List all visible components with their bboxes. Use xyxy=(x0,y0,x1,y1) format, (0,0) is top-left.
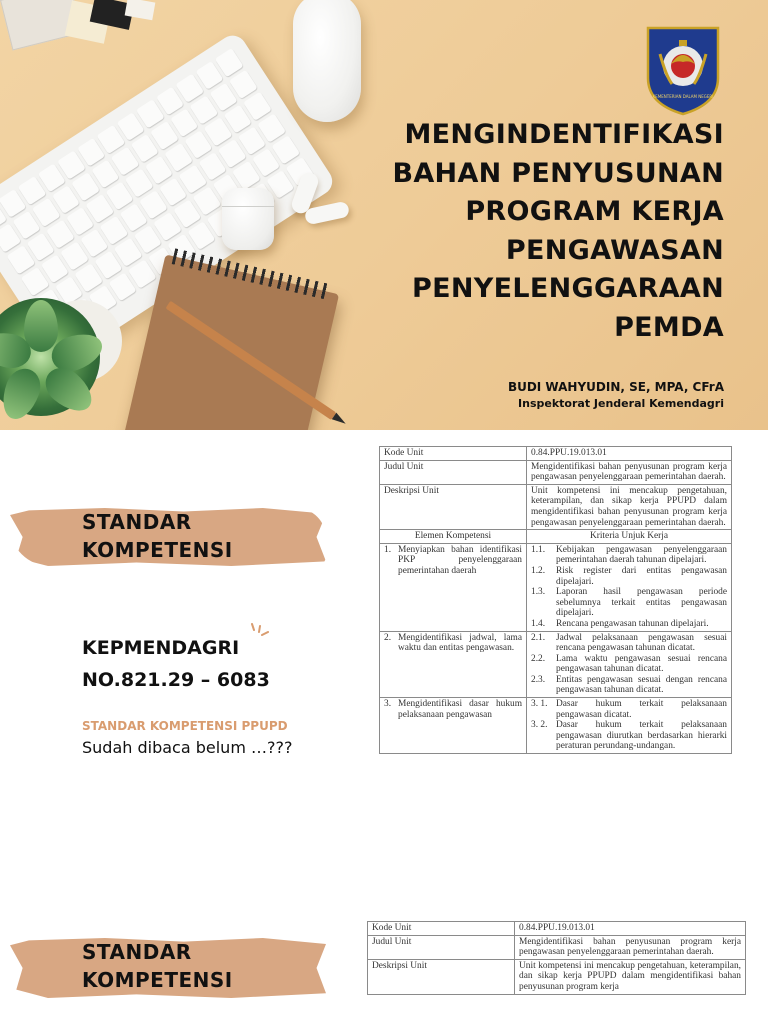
slide-title: MENGINDENTIFIKASI BAHAN PENYUSUNAN PROGRAM KERJA PENGAWASAN PENYELENGGARAAN PEMDA xyxy=(392,119,724,343)
kriteria-number: 1.1. xyxy=(531,544,546,555)
kriteria-text: Lama waktu pengawasan sesuai rencana pengawasan tahunan dicatat. xyxy=(556,653,727,675)
elemen-cell xyxy=(380,631,527,698)
elemen-text: Menyiapkan bahan identifikasi PKP penyelenggaraan pemerintahan daerah xyxy=(398,544,522,576)
airpods-case-photo xyxy=(222,188,274,250)
table-cell-label: Deskripsi Unit xyxy=(380,484,527,529)
table-row xyxy=(380,631,732,698)
kriteria-number: 1.2. xyxy=(531,565,546,576)
kriteria-text: Rencana pengawasan tahunan dipelajari. xyxy=(556,618,709,629)
svg-text:KEMENTERIAN DALAM NEGERI: KEMENTERIAN DALAM NEGERI xyxy=(652,94,714,99)
kriteria-number: 3. 2. xyxy=(531,720,548,731)
elemen-number: 3. xyxy=(384,699,392,710)
sparkle-lines-icon xyxy=(248,622,272,646)
table-row xyxy=(380,460,732,484)
table-row xyxy=(368,922,746,936)
kepmendagri-reference: KEPMENDAGRI NO.821.29 – 6083 xyxy=(82,637,270,691)
kriteria-number: 2.1. xyxy=(531,632,546,643)
kriteria-number: 1.4. xyxy=(531,618,546,629)
competency-table xyxy=(379,446,732,754)
elemen-number: 1. xyxy=(384,544,392,555)
kriteria-number: 3. 1. xyxy=(531,699,548,710)
table-cell-label: Judul Unit xyxy=(368,935,515,959)
column-header: Elemen Kompetensi xyxy=(380,530,527,544)
kriteria-text: Entitas pengawasan sesuai dengan rencana pengawasan tahunan dicatat. xyxy=(556,674,727,696)
column-header: Kriteria Unjuk Kerja xyxy=(527,530,732,544)
table-cell-label: Judul Unit xyxy=(380,460,527,484)
kriteria-text: Jadwal pelaksanaan pengawasan sesuai rencana pengawasan tahunan dicatat. xyxy=(556,632,727,654)
table-cell-value: 0.84.PPU.19.013.01 xyxy=(527,447,732,461)
kriteria-text: Kebijakan pengawasan penyelenggaraan pemerintahan daerah tahunan dipelajari. xyxy=(556,544,727,566)
table-row xyxy=(380,484,732,529)
elemen-cell xyxy=(380,698,527,754)
table-cell-label: Deskripsi Unit xyxy=(368,959,515,994)
elemen-text: Mengidentifikasi jadwal, lama waktu dan entitas pengawasan. xyxy=(398,632,522,654)
kriteria-text: Laporan hasil pengawasan periode sebelumnya terkait entitas pengawasan dipelajari. xyxy=(556,587,727,619)
standard-label: STANDAR KOMPETENSI PPUPD xyxy=(82,719,288,733)
table-row xyxy=(368,959,746,994)
kriteria-number: 2.3. xyxy=(531,674,546,685)
table-row xyxy=(380,447,732,461)
elemen-cell xyxy=(380,543,527,631)
table-header-row xyxy=(380,530,732,544)
table-row xyxy=(380,698,732,754)
kriteria-text: Risk register dari entitas pengawasan dipelajari. xyxy=(556,565,727,587)
table-cell-value: Unit kompetensi ini mencakup pengetahuan, keterampilan, dan sikap kerja PPUPD dalam mengidentifikasi bahan penyusunan program kerja xyxy=(515,959,746,994)
kriteria-number: 1.3. xyxy=(531,587,546,598)
competency-table xyxy=(367,921,746,995)
table-cell-value: Unit kompetensi ini mencakup pengetahuan, keterampilan, dan sikap kerja PPUPD dalam mengidentifikasi bahan penyusunan program kerja pengawasan penyelenggaraan pemerintahan daerah. xyxy=(527,484,732,529)
mouse-photo xyxy=(293,0,361,122)
table-row xyxy=(368,935,746,959)
kriteria-number: 2.2. xyxy=(531,653,546,664)
section-heading: STANDAR KOMPETENSI xyxy=(82,510,233,562)
table-cell-value: Mengidentifikasi bahan penyusunan program kerja pengawasan penyelenggaraan pemerintahan daerah. xyxy=(515,935,746,959)
kriteria-cell xyxy=(527,698,732,754)
kriteria-cell xyxy=(527,543,732,631)
elemen-text: Mengidentifikasi dasar hukum pelaksanaan pengawasan xyxy=(398,699,522,720)
table-cell-value: Mengidentifikasi bahan penyusunan program kerja pengawasan penyelenggaraan pemerintahan daerah. xyxy=(527,460,732,484)
kriteria-text: Dasar hukum terkait pelaksanaan pengawasan diurutkan berdasarkan hierarki peraturan perundang-undangan. xyxy=(556,720,727,752)
table-row xyxy=(380,543,732,631)
table-cell-value: 0.84.PPU.19.013.01 xyxy=(515,922,746,936)
standard-question: Sudah dibaca belum …??? xyxy=(82,738,293,757)
table-cell-label: Kode Unit xyxy=(380,447,527,461)
competency-slide xyxy=(0,890,768,1024)
kriteria-text: Dasar hukum terkait pelaksanaan pengawasan dicatat. xyxy=(556,699,727,720)
table-cell-label: Kode Unit xyxy=(368,922,515,936)
competency-slide xyxy=(0,430,768,875)
elemen-number: 2. xyxy=(384,632,392,643)
garuda-shield-icon xyxy=(646,26,720,116)
section-heading: STANDAR KOMPETENSI xyxy=(82,940,233,992)
author-name: BUDI WAHYUDIN, SE, MPA, CFrA xyxy=(507,380,724,394)
kriteria-cell xyxy=(527,631,732,698)
author-role: Inspektorat Jenderal Kemendagri xyxy=(518,397,724,410)
title-slide xyxy=(0,0,768,430)
